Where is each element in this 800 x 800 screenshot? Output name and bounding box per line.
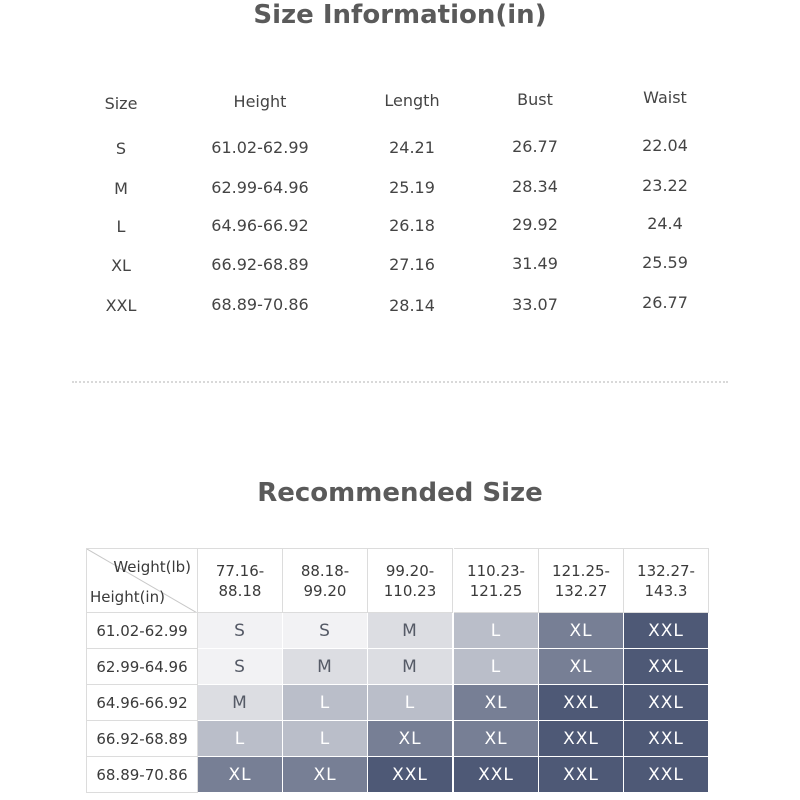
table-row: [0, 204, 800, 234]
recommended-size-cell: XXL: [624, 649, 709, 685]
weight-range-line: 77.16-: [215, 561, 265, 580]
weight-range-line: 132.27: [554, 581, 608, 600]
recommended-size-cell: M: [368, 649, 453, 685]
recommended-size-cell: XL: [198, 757, 283, 793]
table-cell: 25.59: [642, 253, 688, 272]
recommended-size-cell: XXL: [624, 685, 709, 721]
recommended-size-cell: S: [198, 649, 283, 685]
recommended-size-cell: XL: [368, 721, 453, 757]
weight-range-line: 132.27-: [637, 561, 695, 580]
weight-range-header: [624, 548, 709, 613]
recommended-size-title: Recommended Size: [257, 478, 543, 508]
table-cell: 62.99-64.96: [211, 178, 309, 197]
table-cell: XXL: [105, 296, 137, 315]
weight-axis-label: Weight(lb): [113, 558, 191, 576]
height-range-label: 66.92-68.89: [86, 721, 198, 757]
recommended-size-cell: XL: [539, 649, 624, 685]
table-cell: 26.77: [512, 137, 558, 156]
table-cell: 66.92-68.89: [211, 255, 309, 274]
table-cell: 27.16: [389, 255, 435, 274]
table-cell: 22.04: [642, 136, 688, 155]
recommended-size-cell: L: [283, 685, 368, 721]
table-cell: L: [116, 217, 126, 236]
table-cell: 29.92: [512, 215, 558, 234]
weight-range-line: 99.20: [303, 581, 347, 600]
weight-range-line: 110.23-: [467, 561, 525, 580]
weight-range-line: 88.18-: [300, 561, 350, 580]
weight-range-line: 121.25: [469, 581, 523, 600]
recommended-size-cell: XXL: [624, 757, 709, 793]
weight-range-header: [368, 548, 453, 613]
recommended-size-cell: XXL: [624, 613, 709, 649]
weight-range-header: [283, 548, 368, 613]
recommended-size-cell: L: [368, 685, 453, 721]
column-header: Height: [233, 92, 287, 111]
table-cell: 64.96-66.92: [211, 216, 309, 235]
height-axis-label: Height(in): [90, 588, 165, 606]
recommended-size-cell: S: [283, 613, 368, 649]
size-information-title: Size Information(in): [253, 0, 547, 30]
recommended-size-cell: XXL: [539, 685, 624, 721]
weight-range-line: 110.23: [383, 581, 437, 600]
recommended-size-cell: XL: [454, 721, 539, 757]
recommended-size-cell: XXL: [539, 721, 624, 757]
height-range-label: 64.96-66.92: [86, 685, 198, 721]
recommended-size-cell: XXL: [454, 757, 539, 793]
table-row: [0, 243, 800, 273]
recommended-size-cell: S: [198, 613, 283, 649]
table-cell: 24.21: [389, 138, 435, 157]
recommended-size-grid: [86, 548, 709, 793]
recommended-size-cell: XL: [454, 685, 539, 721]
table-row: [0, 283, 800, 313]
recommended-size-cell: XXL: [368, 757, 453, 793]
weight-range-line: 99.20-: [385, 561, 435, 580]
table-cell: 24.4: [647, 214, 683, 233]
table-cell: 33.07: [512, 295, 558, 314]
table-cell: 68.89-70.86: [211, 295, 309, 314]
weight-range-line: 121.25-: [552, 561, 610, 580]
column-header: Size: [104, 94, 138, 113]
weight-range-header: [454, 548, 539, 613]
table-cell: 31.49: [512, 254, 558, 273]
weight-range-label: [552, 561, 610, 601]
weight-range-label: [637, 561, 695, 601]
column-header: Bust: [517, 90, 553, 109]
column-header: Waist: [643, 88, 687, 107]
recommended-size-cell: L: [198, 721, 283, 757]
weight-range-header: [539, 548, 624, 613]
recommended-size-cell: M: [368, 613, 453, 649]
weight-range-header: [198, 548, 283, 613]
table-cell: 28.14: [389, 296, 435, 315]
recommended-size-cell: XL: [539, 613, 624, 649]
table-cell: 61.02-62.99: [211, 138, 309, 157]
height-range-label: 61.02-62.99: [86, 613, 198, 649]
recommended-size-cell: L: [454, 649, 539, 685]
recommended-size-cell: L: [454, 613, 539, 649]
table-cell: 23.22: [642, 176, 688, 195]
height-range-label: 68.89-70.86: [86, 757, 198, 793]
recommended-size-cell: XXL: [624, 721, 709, 757]
weight-range-label: [467, 561, 525, 601]
recommended-size-cell: M: [283, 649, 368, 685]
table-cell: M: [114, 179, 128, 198]
weight-range-label: [301, 561, 349, 601]
recommended-size-cell: XL: [283, 757, 368, 793]
weight-range-line: 143.3: [644, 581, 688, 600]
weight-range-line: 88.18: [218, 581, 262, 600]
recommended-size-cell: L: [283, 721, 368, 757]
grid-corner-cell: [86, 548, 198, 613]
table-row: [0, 166, 800, 196]
table-cell: 26.18: [389, 216, 435, 235]
table-header-row: [0, 78, 800, 113]
table-cell: 28.34: [512, 177, 558, 196]
table-cell: 26.77: [642, 293, 688, 312]
weight-range-label: [384, 561, 437, 601]
section-divider: [72, 381, 728, 383]
table-row: [0, 126, 800, 156]
recommended-size-cell: XXL: [539, 757, 624, 793]
column-header: Length: [384, 91, 440, 110]
table-cell: XL: [111, 256, 131, 275]
height-range-label: 62.99-64.96: [86, 649, 198, 685]
weight-range-label: [216, 561, 264, 601]
recommended-size-cell: M: [198, 685, 283, 721]
table-cell: S: [115, 139, 127, 158]
table-cell: 25.19: [389, 178, 435, 197]
